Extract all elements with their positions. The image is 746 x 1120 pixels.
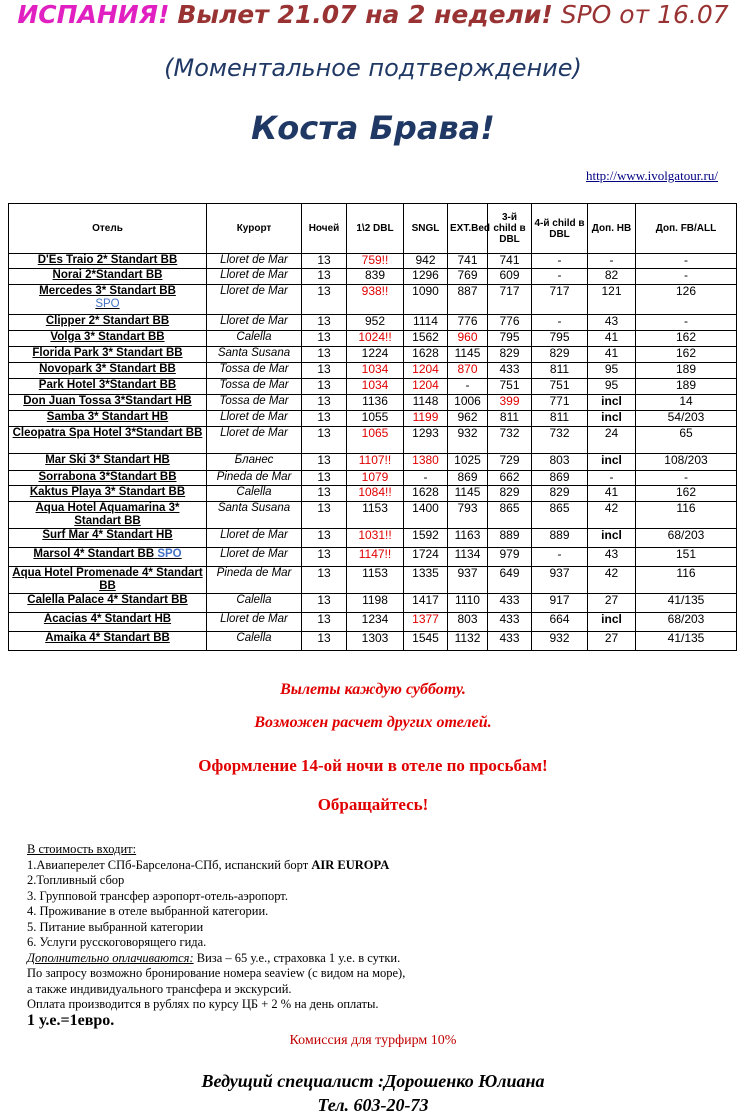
cell-sngl: 1400	[404, 502, 448, 529]
table-row	[9, 502, 737, 529]
cell-ext: 793	[448, 502, 488, 529]
cell-fb: 162	[636, 347, 737, 363]
cell-sngl: 1199	[404, 411, 448, 427]
cell-nights: 13	[302, 315, 347, 331]
cell-ext: 1132	[448, 632, 488, 651]
cell-hb: 24	[588, 427, 636, 454]
cell-nights: 13	[302, 502, 347, 529]
cell-fb: -	[636, 269, 737, 285]
cell-dbl: 1153	[347, 502, 404, 529]
cell-dbl: 1055	[347, 411, 404, 427]
cell-resort: Santa Susana	[207, 347, 302, 363]
cell-hb: 41	[588, 331, 636, 347]
cell-sngl: 1296	[404, 269, 448, 285]
included-item-5: 5. Питание выбранной категории	[27, 919, 204, 934]
cell-dbl: 1224	[347, 347, 404, 363]
hotel-name[interactable]: D'Es Traio 2* Standart BB	[9, 254, 207, 269]
cell-c3: 433	[488, 613, 532, 632]
cell-c4: 664	[532, 613, 588, 632]
cell-nights: 13	[302, 363, 347, 379]
cell-dbl: 1107!!	[347, 454, 404, 471]
cell-fb: -	[636, 254, 737, 269]
cell-c4: -	[532, 548, 588, 567]
cell-c4: -	[532, 315, 588, 331]
cell-resort: Lloret de Mar	[207, 529, 302, 548]
column-header: Ночей	[302, 204, 347, 254]
column-header: Курорт	[207, 204, 302, 254]
cell-ext: 960	[448, 331, 488, 347]
manager-phone: Тел. 603-20-73	[317, 1095, 429, 1115]
cell-resort: Lloret de Mar	[207, 315, 302, 331]
note-contact: Обращайтесь!	[317, 795, 429, 814]
cell-hb: incl	[588, 454, 636, 471]
hotel-name[interactable]: Surf Mar 4* Standart HB	[9, 529, 207, 548]
spo-badge[interactable]: SPO	[95, 298, 120, 310]
column-header: 1\2 DBL	[347, 204, 404, 254]
cell-sngl: 1417	[404, 594, 448, 613]
transfer-note: а также индивидуального трансфера и экскурсий.	[27, 981, 292, 996]
cell-resort: Pineda de Mar	[207, 471, 302, 486]
table-row	[9, 632, 737, 651]
cell-nights: 13	[302, 411, 347, 427]
cell-hb: incl	[588, 529, 636, 548]
column-header: EXT.Bed	[448, 204, 488, 254]
cell-c4: 811	[532, 411, 588, 427]
cell-sngl: 1628	[404, 347, 448, 363]
hotel-name[interactable]: Cleopatra Spa Hotel 3*Standart BB	[9, 427, 207, 454]
cell-sngl: 1724	[404, 548, 448, 567]
cell-c4: 829	[532, 347, 588, 363]
table-row	[9, 454, 737, 471]
cell-nights: 13	[302, 567, 347, 594]
included-item-6: 6. Услуги русскоговорящего гида.	[27, 935, 207, 949]
column-header: 4-й child в DBL	[532, 204, 588, 254]
hotel-name[interactable]: Norai 2*Standart BB	[9, 269, 207, 285]
cell-fb: 162	[636, 331, 737, 347]
cell-nights: 13	[302, 454, 347, 471]
cell-nights: 13	[302, 285, 347, 315]
cell-sngl: 1380	[404, 454, 448, 471]
cell-c4: 771	[532, 395, 588, 411]
cell-ext: -	[448, 379, 488, 395]
cell-resort: Lloret de Mar	[207, 269, 302, 285]
cell-hb: 43	[588, 548, 636, 567]
cell-c4: 865	[532, 502, 588, 529]
cell-hb: 42	[588, 567, 636, 594]
cell-resort: Calella	[207, 331, 302, 347]
table-row	[9, 395, 737, 411]
cell-ext: 1006	[448, 395, 488, 411]
cell-fb: 116	[636, 502, 737, 529]
cell-nights: 13	[302, 613, 347, 632]
cell-ext: 1145	[448, 486, 488, 502]
cell-hb: 41	[588, 486, 636, 502]
cell-sngl: 1562	[404, 331, 448, 347]
cell-ext: 1134	[448, 548, 488, 567]
table-row	[9, 363, 737, 379]
cell-dbl: 839	[347, 269, 404, 285]
cell-dbl: 938!!	[347, 285, 404, 315]
cell-c4: 751	[532, 379, 588, 395]
hotel-name[interactable]: Sorrabona 3*Standart BB	[9, 471, 207, 486]
cell-dbl: 1065	[347, 427, 404, 454]
cell-nights: 13	[302, 529, 347, 548]
cell-fb: 189	[636, 363, 737, 379]
cell-c3: 433	[488, 632, 532, 651]
table-row	[9, 315, 737, 331]
cell-fb: -	[636, 471, 737, 486]
cell-fb: -	[636, 315, 737, 331]
cell-fb: 41/135	[636, 594, 737, 613]
cell-sngl: 1628	[404, 486, 448, 502]
cell-dbl: 1084!!	[347, 486, 404, 502]
cell-c3: 751	[488, 379, 532, 395]
payment-note: Оплата производится в рублях по курсу ЦБ + 2 % на день оплаты.	[27, 997, 379, 1011]
cell-c4: 932	[532, 632, 588, 651]
hotel-name[interactable]: Clipper 2* Standart BB	[9, 315, 207, 331]
table-row	[9, 486, 737, 502]
cell-fb: 189	[636, 379, 737, 395]
cell-hb: -	[588, 471, 636, 486]
table-row	[9, 331, 737, 347]
cell-c4: 717	[532, 285, 588, 315]
cell-fb: 14	[636, 395, 737, 411]
cell-hb: incl	[588, 411, 636, 427]
cell-nights: 13	[302, 331, 347, 347]
cell-c3: 865	[488, 502, 532, 529]
table-row	[9, 548, 737, 567]
cell-hb: 43	[588, 315, 636, 331]
table-row	[9, 471, 737, 486]
cell-ext: 932	[448, 427, 488, 454]
table-row	[9, 347, 737, 363]
cell-sngl: 1592	[404, 529, 448, 548]
cell-ext: 962	[448, 411, 488, 427]
cell-c4: -	[532, 254, 588, 269]
cell-sngl: 1204	[404, 379, 448, 395]
cell-fb: 68/203	[636, 613, 737, 632]
cell-nights: 13	[302, 347, 347, 363]
cell-resort: Lloret de Mar	[207, 548, 302, 567]
cell-resort: Tossa de Mar	[207, 379, 302, 395]
cell-sngl: 1090	[404, 285, 448, 315]
hotel-name[interactable]: Amaika 4* Standart BB	[9, 632, 207, 651]
cell-resort: Calella	[207, 486, 302, 502]
cell-hb: 95	[588, 379, 636, 395]
cell-hb: 27	[588, 632, 636, 651]
cell-nights: 13	[302, 254, 347, 269]
cell-c3: 979	[488, 548, 532, 567]
cell-resort: Tossa de Mar	[207, 363, 302, 379]
column-header: Доп. HB	[588, 204, 636, 254]
cell-fb: 54/203	[636, 411, 737, 427]
cell-resort: Calella	[207, 632, 302, 651]
cell-ext: 741	[448, 254, 488, 269]
hotel-name[interactable]: Novopark 3* Standart BB	[9, 363, 207, 379]
cell-nights: 13	[302, 594, 347, 613]
cell-resort: Tossa de Mar	[207, 395, 302, 411]
cell-sngl: 1148	[404, 395, 448, 411]
included-title: В стоимость входит:	[27, 842, 137, 856]
cell-fb: 162	[636, 486, 737, 502]
cell-c3: 732	[488, 427, 532, 454]
cell-dbl: 1136	[347, 395, 404, 411]
table-header-row	[9, 204, 737, 254]
cell-resort: Lloret de Mar	[207, 285, 302, 315]
country-title: ИСПАНИЯ!	[17, 0, 170, 29]
extra-payments: Дополнительно оплачиваются: Виза – 65 у.е., страховка 1 у.е. в сутки.	[27, 950, 401, 965]
cell-nights: 13	[302, 427, 347, 454]
hotel-name[interactable]: Calella Palace 4* Standart BB	[9, 594, 207, 613]
column-header: Доп. FB/ALL	[636, 204, 737, 254]
table-row	[9, 254, 737, 269]
hotel-name[interactable]: Mercedes 3* Standart BB SPO	[9, 285, 207, 315]
included-item-2: 2.Топливный сбор	[27, 873, 125, 887]
hotel-name[interactable]: Florida Park 3* Standart BB	[9, 347, 207, 363]
hotel-name[interactable]: Marsol 4* Standart BB SPO	[9, 548, 207, 567]
column-header: 3-й child в DBL	[488, 204, 532, 254]
cell-dbl: 1031!!	[347, 529, 404, 548]
cell-fb: 151	[636, 548, 737, 567]
cell-nights: 13	[302, 486, 347, 502]
cell-sngl: 1335	[404, 567, 448, 594]
cell-c3: 609	[488, 269, 532, 285]
column-header: Отель	[9, 204, 207, 254]
cell-c3: 811	[488, 411, 532, 427]
cell-resort: Lloret de Mar	[207, 254, 302, 269]
hotel-name[interactable]: Acacias 4* Standart HB	[9, 613, 207, 632]
manager-signature: Ведущий специалист :Дорошенко Юлиана	[201, 1071, 545, 1091]
included-item-4: 4. Проживание в отеле выбранной категории.	[27, 904, 269, 918]
cell-dbl: 1234	[347, 613, 404, 632]
cell-c3: 433	[488, 363, 532, 379]
cell-ext: 1145	[448, 347, 488, 363]
seaview-note: По запросу возможно бронирование номера seaview (с видом на море),	[27, 966, 406, 980]
cell-nights: 13	[302, 471, 347, 486]
cell-resort: Lloret de Mar	[207, 411, 302, 427]
note-saturday: Вылеты каждую субботу.	[280, 681, 466, 698]
cell-hb: incl	[588, 613, 636, 632]
cell-c3: 399	[488, 395, 532, 411]
hotel-name[interactable]: Aqua Hotel Aquamarina 3* Standart BB	[9, 502, 207, 529]
note-14th-night: Оформление 14-ой ночи в отеле по просьбам!	[198, 756, 548, 775]
cell-c4: 829	[532, 486, 588, 502]
cell-dbl: 1024!!	[347, 331, 404, 347]
table-body	[9, 254, 737, 651]
table-row	[9, 567, 737, 594]
cell-c4: 803	[532, 454, 588, 471]
cell-c4: 917	[532, 594, 588, 613]
cell-sngl: 942	[404, 254, 448, 269]
cell-c4: -	[532, 269, 588, 285]
cell-dbl: 1034	[347, 379, 404, 395]
cell-nights: 13	[302, 395, 347, 411]
cell-c3: 776	[488, 315, 532, 331]
cell-nights: 13	[302, 269, 347, 285]
cell-hb: 42	[588, 502, 636, 529]
cell-ext: 870	[448, 363, 488, 379]
included-block	[27, 842, 405, 1028]
cell-c4: 732	[532, 427, 588, 454]
cell-nights: 13	[302, 379, 347, 395]
cell-ext: 869	[448, 471, 488, 486]
cell-resort: Calella	[207, 594, 302, 613]
hotel-name[interactable]: Aqua Hotel Promenade 4* Standart BB	[9, 567, 207, 594]
hotel-name[interactable]: Don Juan Tossa 3*Standart HB	[9, 395, 207, 411]
cell-c3: 729	[488, 454, 532, 471]
included-item-3: 3. Групповой трансфер аэропорт-отель-аэропорт.	[27, 888, 288, 903]
cell-fb: 126	[636, 285, 737, 315]
cell-fb: 116	[636, 567, 737, 594]
spo-info: SPO от 16.07	[560, 0, 729, 29]
hotel-name[interactable]: Mar Ski 3* Standart HB	[9, 454, 207, 471]
cell-ext: 776	[448, 315, 488, 331]
cell-nights: 13	[302, 632, 347, 651]
exchange-rate: 1 у.е.=1евро.	[27, 1011, 115, 1029]
cell-dbl: 1198	[347, 594, 404, 613]
cell-hb: 27	[588, 594, 636, 613]
cell-sngl: 1204	[404, 363, 448, 379]
cell-c3: 829	[488, 486, 532, 502]
cell-sngl: 1293	[404, 427, 448, 454]
table-row	[9, 427, 737, 454]
table-row	[9, 285, 737, 315]
cell-sngl: 1114	[404, 315, 448, 331]
cell-c3: 662	[488, 471, 532, 486]
cell-c3: 889	[488, 529, 532, 548]
included-item-1: 1.Авиаперелет СПб-Барселона-СПб, испанский борт AIR EUROPA	[27, 857, 390, 872]
cell-fb: 108/203	[636, 454, 737, 471]
cell-ext: 769	[448, 269, 488, 285]
cell-c3: 649	[488, 567, 532, 594]
hotel-name[interactable]: Volga 3* Standart BB	[9, 331, 207, 347]
cell-fb: 68/203	[636, 529, 737, 548]
cell-c4: 795	[532, 331, 588, 347]
cell-sngl: 1545	[404, 632, 448, 651]
cell-c4: 889	[532, 529, 588, 548]
departure-info: Вылет 21.07 на 2 недели!	[177, 0, 553, 29]
cell-resort: Lloret de Mar	[207, 613, 302, 632]
spo-badge[interactable]: SPO	[157, 548, 182, 560]
hotel-name[interactable]: Park Hotel 3*Standart BB	[9, 379, 207, 395]
cell-dbl: 1303	[347, 632, 404, 651]
cell-sngl: -	[404, 471, 448, 486]
hotel-name[interactable]: Kaktus Playa 3* Standart BB	[9, 486, 207, 502]
cell-resort: Бланес	[207, 454, 302, 471]
cell-sngl: 1377	[404, 613, 448, 632]
cell-hb: 121	[588, 285, 636, 315]
cell-ext: 1025	[448, 454, 488, 471]
cell-hb: 82	[588, 269, 636, 285]
hotel-name[interactable]: Samba 3* Standart HB	[9, 411, 207, 427]
cell-dbl: 759!!	[347, 254, 404, 269]
cell-ext: 1163	[448, 529, 488, 548]
cell-resort: Lloret de Mar	[207, 427, 302, 454]
note-other-hotels: Возможен расчет других отелей.	[254, 714, 492, 731]
table-row	[9, 613, 737, 632]
table-row	[9, 269, 737, 285]
cell-hb: 41	[588, 347, 636, 363]
cell-ext: 887	[448, 285, 488, 315]
cell-ext: 937	[448, 567, 488, 594]
cell-fb: 65	[636, 427, 737, 454]
table-row	[9, 411, 737, 427]
website-link[interactable]: http://www.ivolgatour.ru/	[585, 168, 718, 183]
page-headline	[0, 0, 746, 29]
cell-ext: 803	[448, 613, 488, 632]
cell-c3: 795	[488, 331, 532, 347]
cell-c4: 811	[532, 363, 588, 379]
cell-dbl: 952	[347, 315, 404, 331]
cell-nights: 13	[302, 548, 347, 567]
price-table	[8, 203, 737, 651]
table-row	[9, 379, 737, 395]
cell-c4: 869	[532, 471, 588, 486]
region-title: Коста Брава!	[251, 109, 495, 147]
cell-c3: 433	[488, 594, 532, 613]
cell-c4: 937	[532, 567, 588, 594]
confirmation-note: (Моментальное подтверждение)	[164, 54, 582, 82]
cell-resort: Pineda de Mar	[207, 567, 302, 594]
cell-ext: 1110	[448, 594, 488, 613]
cell-hb: -	[588, 254, 636, 269]
cell-dbl: 1147!!	[347, 548, 404, 567]
cell-dbl: 1034	[347, 363, 404, 379]
cell-c3: 717	[488, 285, 532, 315]
cell-hb: incl	[588, 395, 636, 411]
table-row	[9, 594, 737, 613]
cell-c3: 741	[488, 254, 532, 269]
cell-dbl: 1153	[347, 567, 404, 594]
table-row	[9, 529, 737, 548]
commission-note: Комиссия для турфирм 10%	[289, 1033, 457, 1048]
cell-fb: 41/135	[636, 632, 737, 651]
cell-c3: 829	[488, 347, 532, 363]
column-header: SNGL	[404, 204, 448, 254]
cell-hb: 95	[588, 363, 636, 379]
cell-dbl: 1079	[347, 471, 404, 486]
cell-resort: Santa Susana	[207, 502, 302, 529]
